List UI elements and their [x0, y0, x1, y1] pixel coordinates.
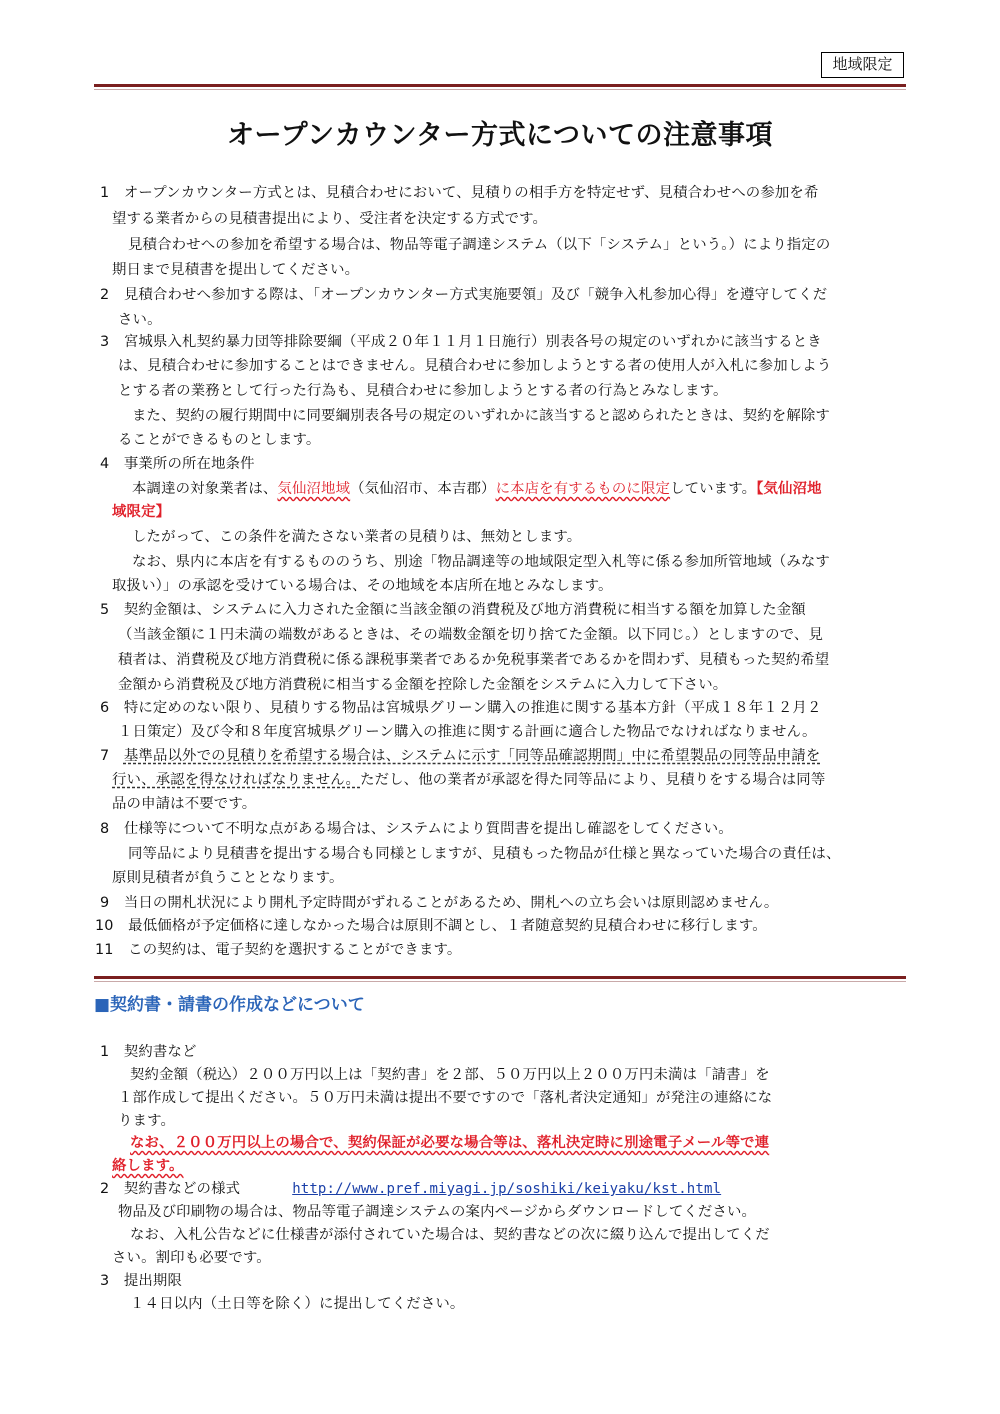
region-limited-label: 【気仙沼地 [756, 481, 822, 497]
item-11-line-1: 11 この契約は、電子契約を選択することができます。 [95, 942, 462, 958]
item-number: 7 [100, 748, 124, 764]
item-5-line-4: 金額から消費税及び地方消費税に相当する金額を控除した金額をシステムに入力して下さい。 [118, 677, 728, 693]
page-title: オープンカウンター方式についての注意事項 [227, 120, 773, 151]
contract-item-2-line-2: 物品及び印刷物の場合は、物品等電子調達システムの案内ページからダウンロードしてください。 [118, 1204, 757, 1220]
item-9-line-1: 9 当日の開札状況により開札予定時間がずれることがあるため、開札への立ち会いは原則認めません。 [100, 895, 779, 911]
text-segment: ただし、他の業者が承認を得た同等品により、見積りをする場合は同等 [360, 772, 826, 788]
item-8-line-1: 8 仕様等について不明な点がある場合は、システムにより質問書を提出し確認をしてください。 [100, 821, 733, 837]
item-4-line-1: 4 事業所の所在地条件 [100, 456, 255, 472]
contract-item-1-warning-cont [112, 1157, 184, 1177]
text-segment: 本調達の対象業者は、 [132, 481, 278, 497]
item-3-line-1: 3 宮城県入札契約暴力団等排除要綱（平成２０年１１月１日施行）別表各号の規定のいずれかに該当するとき [100, 334, 822, 350]
item-3-line-5: ることができるものとします。 [118, 432, 321, 448]
contract-item-1-line-4: ります。 [118, 1113, 176, 1129]
contract-item-1-warning [130, 1134, 769, 1154]
contract-item-2-line-4: さい。割印も必要です。 [112, 1250, 271, 1266]
contract-item-2-label: 2 契約書などの様式 [100, 1181, 241, 1197]
item-4-line-3 [112, 503, 170, 523]
item-3-line-3: とする者の業務として行った行為も、見積合わせに参加しようとする者の行為とみなします。 [118, 383, 728, 399]
item-5-line-3: 積者は、消費税及び地方消費税に係る課税事業者であるか免税事業者であるかを問わず、見積もった契約希望 [118, 652, 830, 668]
item-8-line-2: 同等品により見積書を提出する場合も同様としますが、見積もった物品が仕様と異なっていた場合の責任は、 [128, 846, 841, 862]
item-4-line-5: なお、県内に本店を有するもののうち、別途「物品調達等の地域限定型入札等に係る参加所管地域（みなす [132, 554, 830, 570]
item-4-line-4: したがって、この条件を満たさない業者の見積りは、無効とします。 [132, 529, 582, 545]
item-1-line-1: 1 オープンカウンター方式とは、見積合わせにおいて、見積りの相手方を特定せず、見積合わせへの参加を希 [100, 185, 819, 201]
item-2-line-2: さい。 [118, 312, 162, 328]
item-5-line-2: （当該金額に１円未満の端数があるときは、その端数金額を切り捨てた金額。以下同じ。）としますので、見 [118, 627, 824, 643]
item-10-line-1: 10 最低価格が予定価格に達しなかった場合は原則不調とし、１者随意契約見積合わせに移行します。 [95, 918, 767, 934]
item-6-line-1: 6 特に定めのない限り、見積りする物品は宮城県グリーン購入の推進に関する基本方針（平成１８年１２月２ [100, 700, 822, 716]
guarantee-warning: なお、２００万円以上の場合で、契約保証が必要な場合等は、落札決定時に別途電子メール等で連 [130, 1135, 770, 1151]
item-3-line-4: また、契約の履行期間中に同要綱別表各号の規定のいずれかに該当すると認められたときは、契約を解除す [132, 408, 830, 424]
item-7-line-2 [112, 771, 825, 791]
underlined-requirement-cont: 行い、承認を得なければなりません。 [112, 772, 361, 788]
region-name-highlight: 気仙沼地域 [277, 481, 351, 497]
item-7-line-3: 品の申請は不要です。 [112, 796, 257, 812]
section-rule-thin [94, 981, 906, 982]
contract-item-1: 1 契約書など [100, 1044, 197, 1060]
header-rule-thin [94, 89, 906, 90]
contract-item-3-line-2: １４日以内（土日等を除く）に提出してください。 [130, 1296, 465, 1312]
headquarters-condition-highlight: に本店を有するものに限定 [495, 481, 671, 497]
item-8-line-3: 原則見積者が負うこととなります。 [112, 870, 344, 886]
item-1-line-2: 望する業者からの見積書提出により、受注者を決定する方式です。 [112, 211, 548, 227]
contract-item-2 [100, 1180, 721, 1200]
contract-item-2-line-3: なお、入札公告などに仕様書が添付されていた場合は、契約書などの次に綴り込んで提出してくだ [130, 1227, 770, 1243]
item-7-line-1 [100, 747, 820, 767]
region-limited-badge: 地域限定 [821, 52, 904, 78]
item-5-line-1: 5 契約金額は、システムに入力された金額に当該金額の消費税及び地方消費税に相当する額を加算した金額 [100, 602, 806, 618]
section-rule [94, 976, 906, 979]
contract-item-1-line-3: １部作成して提出ください。５０万円未満は提出不要ですので「落札者決定通知」が発注の連絡にな [118, 1090, 773, 1106]
section-heading: ■契約書・請書の作成などについて [94, 995, 365, 1015]
underlined-requirement: 基準品以外での見積りを希望する場合は、システムに示す「同等品確認期間」中に希望製品の同等品申請を [123, 748, 821, 764]
contract-item-1-line-2: 契約金額（税込）２００万円以上は「契約書」を２部、５０万円以上２００万円未満は「請書」を [130, 1067, 770, 1083]
text-segment: しています。 [670, 481, 757, 497]
header-rule [94, 84, 906, 87]
item-4-line-2 [132, 480, 822, 500]
item-2-line-1: 2 見積合わせへ参加する際は、「オープンカウンター方式実施要領」及び「競争入札参加心得」を遵守してくだ [100, 287, 828, 303]
item-1-line-3: 見積合わせへの参加を希望する場合は、物品等電子調達システム（以下「システム」という。）により指定の [128, 237, 831, 253]
item-6-line-2: １日策定）及び令和８年度宮城県グリーン購入の推進に関する計画に適合した物品でなければなりません。 [118, 724, 817, 740]
item-3-line-2: は、見積合わせに参加することはできません。見積合わせに参加しようとする者の使用人が入札に参加しよう [118, 358, 832, 374]
region-limited-label-cont: 域限定】 [112, 504, 171, 520]
contract-item-3: 3 提出期限 [100, 1273, 183, 1289]
text-segment: （気仙沼市、本吉郡） [350, 481, 496, 497]
contract-forms-link[interactable]: http://www.pref.miyagi.jp/soshiki/keiyaku/kst.html [292, 1181, 722, 1197]
guarantee-warning-cont: 絡します。 [112, 1158, 184, 1174]
item-1-line-4: 期日まで見積書を提出してください。 [112, 262, 360, 278]
item-4-line-6: 取扱い）」の承認を受けている場合は、その地域を本店所在地とみなします。 [112, 578, 613, 594]
